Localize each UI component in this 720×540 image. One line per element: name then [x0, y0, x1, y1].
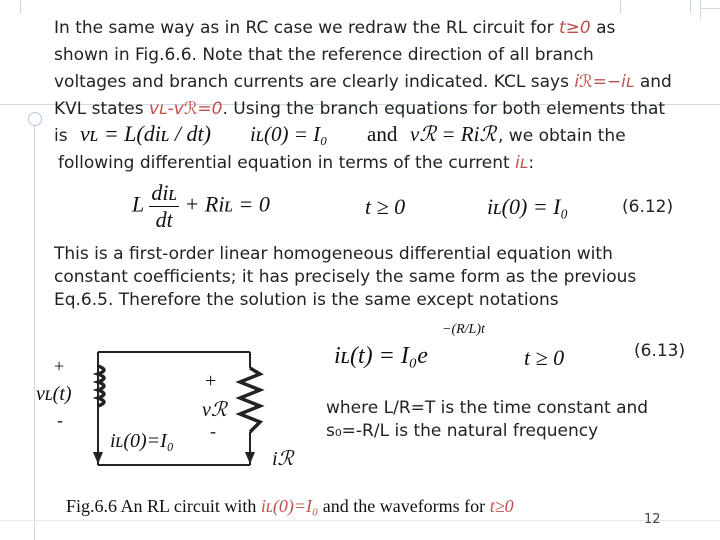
vr-minus: - [210, 421, 216, 441]
para1-line1: In the same way as in RC case we redraw the RL circuit for t≥0 as [54, 18, 616, 38]
inductor-current-arrow-icon [93, 452, 103, 464]
vr-plus: + [205, 370, 217, 392]
para2-line3: Eq.6.5. Therefore the solution is the same except notations [54, 290, 559, 310]
eq613-label: (6.13) [634, 341, 686, 361]
vl-label: vʟ(t) [36, 383, 72, 405]
para2-line1: This is a first-order linear homogeneous differential equation with [54, 244, 613, 264]
eq612-differential: L $\frac{\text{diʟ}}{dt}$ + Riʟ = 0 [132, 180, 270, 232]
vl-plus: + [54, 356, 65, 376]
para2-line2: constant coefficients; it has precisely the same form as the previous [54, 267, 637, 287]
note-line1: where L/R=T is the time constant and [326, 398, 649, 418]
eq612-condition: t ≥ 0 [365, 194, 406, 219]
eq612-initial-condition: iʟ(0) = I₀ [487, 194, 569, 219]
il-initial-label: iʟ(0)=I₀ [110, 430, 174, 452]
figure-caption: Fig.6.6 An RL circuit with iʟ(0)=I₀ and the waveforms for t≥0 [66, 496, 514, 516]
vl-minus: - [57, 410, 63, 430]
para1-line5-post: , we obtain the [498, 126, 626, 146]
resistor-zigzag-icon [240, 368, 260, 432]
para1-line5-pre: is [54, 126, 68, 146]
para1-line4: KVL states vʟ-vℛ=0. Using the branch equations for both elements that [54, 99, 666, 119]
para1-line2: shown in Fig.6.6. Note that the reference direction of all branch [54, 45, 594, 65]
note-line2: s₀=-R/L is the natural frequency [326, 421, 599, 441]
eq613-solution: iʟ(t) = I₀e [334, 343, 428, 369]
para1-line6: following differential equation in terms of the current iʟ: [58, 153, 535, 173]
eq612-fraction: $\frac{\text{diʟ}}{dt}$ [151, 180, 178, 232]
initial-condition: iʟ(0) = I₀ [250, 122, 328, 146]
vr-label: vℛ [202, 399, 227, 421]
eq613-condition: t ≥ 0 [524, 345, 565, 370]
ir-label: iℛ [272, 448, 294, 470]
branch-eq-resistor: vℛ = Riℛ [410, 122, 497, 146]
para1-line3: voltages and branch currents are clearly indicated. KCL says iℛ=−iʟ and [54, 72, 672, 92]
eq613-exponent: −(R/L)t [442, 322, 485, 337]
resistor-current-arrow-icon [245, 452, 255, 464]
page-number: 12 [644, 512, 661, 527]
circuit-wires [60, 340, 300, 480]
and-word: and [367, 122, 398, 146]
branch-eq-inductor: vʟ = L(diʟ / dt) [80, 121, 211, 146]
eq612-label: (6.12) [622, 197, 674, 217]
